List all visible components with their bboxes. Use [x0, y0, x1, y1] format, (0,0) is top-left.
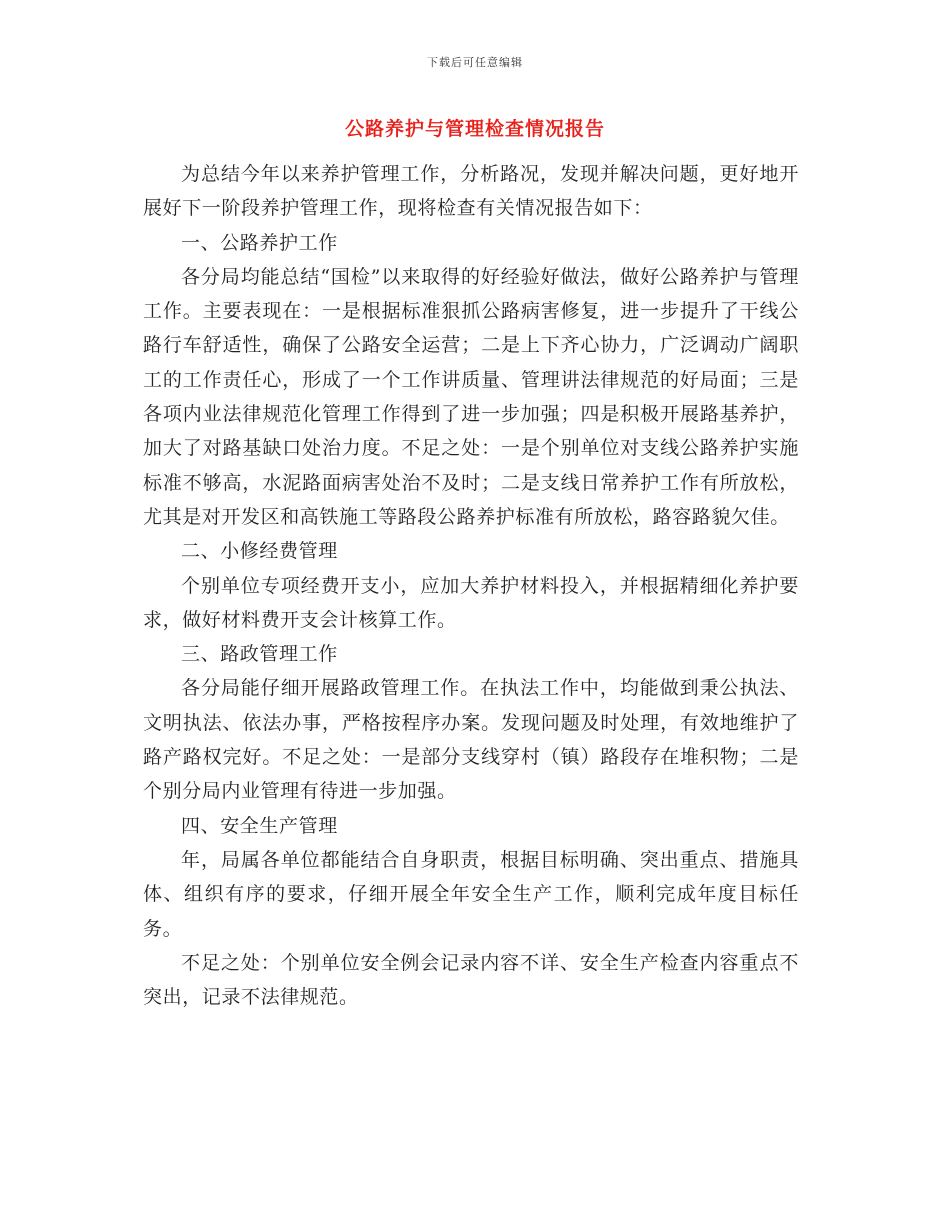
paragraph-intro: 为总结今年以来养护管理工作，分析路况，发现并解决问题，更好地开展好下一阶段养护管理工作，现将检查有关情况报告如下： [143, 163, 799, 220]
section-heading-road-administration: 三、路政管理工作 [181, 643, 338, 666]
document-title: 公路养护与管理检查情况报告 [344, 118, 605, 140]
paragraph-safety: 年，局属各单位都能结合自身职责，根据目标明确、突出重点、措施具体、组织有序的要求，仔细开展全年安全生产工作，顺利完成年度目标任务。 [143, 848, 799, 940]
paragraph-repair-funds: 个别单位专项经费开支小，应加大养护材料投入，并根据精细化养护要求，做好材料费开支会计核算工作。 [143, 574, 799, 631]
paragraph-road-maintenance: 各分局均能总结“国检”以来取得的好经验好做法，做好公路养护与管理工作。主要表现在：一是根据标准狠抓公路病害修复，进一步提升了干线公路行车舒适性，确保了公路安全运营；二是上下齐心协力，广泛调动广阔职工的工作责任心，形成了一个工作讲质量、管理讲法律规范的好局面；三是各项内业法律规范化管理工作得到了进一步加强；四是积极开展路基养护，加大了对路基缺口处治力度。不足之处：一是个别单位对支线公路养护实施标准不够高，水泥路面病害处治不及时；二是支线日常养护工作有所放松，尤其是对开发区和高铁施工等路段公路养护标准有所放松，路容路貌欠佳。 [143, 265, 799, 528]
section-heading-road-maintenance: 一、公路养护工作 [181, 231, 338, 254]
document-body [143, 157, 799, 1014]
section-heading-repair-funds: 二、小修经费管理 [181, 540, 338, 563]
paragraph-road-administration: 各分局能仔细开展路政管理工作。在执法工作中，均能做到秉公执法、文明执法、依法办事，严格按程序办案。发现问题及时处理，有效地维护了路产路权完好。不足之处：一是部分支线穿村（镇）路段存在堆积物；二是个别分局内业管理有待进一步加强。 [143, 677, 799, 803]
paragraph-safety-shortcomings: 不足之处：个别单位安全例会记录内容不详、安全生产检查内容重点不突出，记录不法律规范。 [143, 951, 799, 1009]
header-note: 下载后可任意编辑 [427, 56, 523, 69]
section-heading-safety: 四、安全生产管理 [181, 814, 338, 837]
